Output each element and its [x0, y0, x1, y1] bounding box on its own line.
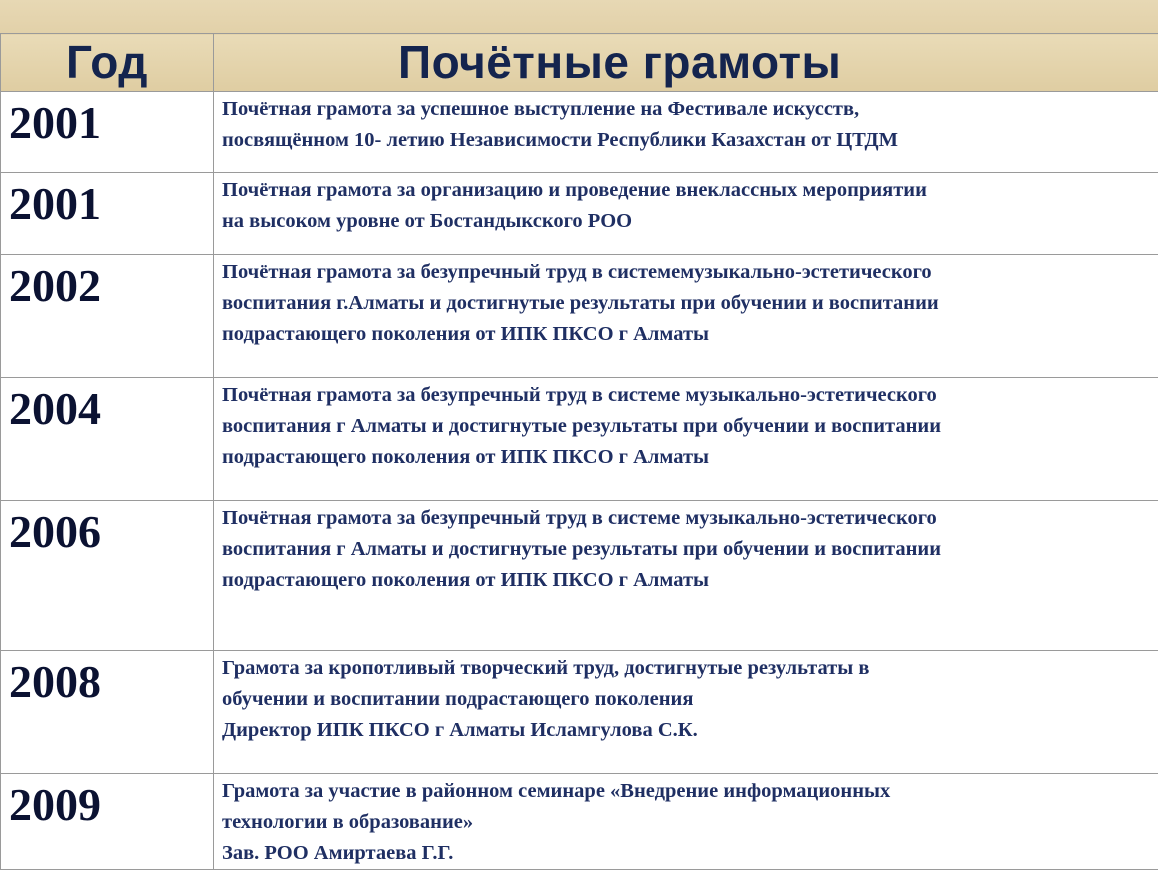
awards-table	[0, 33, 1158, 870]
row-year: 2001	[1, 173, 214, 255]
row-year: 2008	[1, 651, 214, 774]
row-year: 2002	[1, 255, 214, 378]
description-line: технологии в образование»	[222, 807, 1150, 838]
top-decor-band	[0, 0, 1158, 33]
row-description	[214, 173, 1158, 255]
description-line: Почётная грамота за безупречный труд в системемузыкально-эстетического	[222, 257, 1150, 288]
year-column-header: Год	[1, 34, 214, 92]
description-line: Директор ИПК ПКСО г Алматы Исламгулова С.К.	[222, 715, 1150, 746]
description-line: воспитания г.Алматы и достигнутые результаты при обучении и воспитании	[222, 288, 1150, 319]
row-year: 2004	[1, 378, 214, 501]
row-year: 2009	[1, 774, 214, 870]
description-line: подрастающего поколения от ИПК ПКСО г Алматы	[222, 442, 1150, 473]
table-row	[1, 92, 1158, 173]
row-year: 2001	[1, 92, 214, 173]
row-description	[214, 255, 1158, 378]
row-year: 2006	[1, 501, 214, 651]
description-line: воспитания г Алматы и достигнутые результаты при обучении и воспитании	[222, 411, 1150, 442]
row-description	[214, 651, 1158, 774]
row-description	[214, 501, 1158, 651]
row-description	[214, 774, 1158, 870]
description-line: обучении и воспитании подрастающего поколения	[222, 684, 1150, 715]
table-row	[1, 501, 1158, 651]
table-row	[1, 774, 1158, 870]
description-line: Грамота за кропотливый творческий труд, достигнутые результаты в	[222, 653, 1150, 684]
row-description	[214, 378, 1158, 501]
description-line: Почётная грамота за безупречный труд в системе музыкально-эстетического	[222, 380, 1150, 411]
table-row	[1, 651, 1158, 774]
description-line: Почётная грамота за успешное выступление на Фестивале искусств,	[222, 94, 1150, 125]
description-line: Почётная грамота за безупречный труд в системе музыкально-эстетического	[222, 503, 1150, 534]
description-line: Почётная грамота за организацию и проведение внеклассных мероприятии	[222, 175, 1150, 206]
table-row	[1, 255, 1158, 378]
description-line: подрастающего поколения от ИПК ПКСО г Алматы	[222, 319, 1150, 350]
description-line: на высоком уровне от Бостандыкского РОО	[222, 206, 1150, 237]
description-line: подрастающего поколения от ИПК ПКСО г Алматы	[222, 565, 1150, 596]
description-line: Зав. РОО Амиртаева Г.Г.	[222, 838, 1150, 869]
table-header-row	[1, 34, 1158, 92]
description-line: посвящённом 10- летию Независимости Республики Казахстан от ЦТДМ	[222, 125, 1150, 156]
awards-column-header: Почётные грамоты	[214, 34, 1158, 92]
table-row	[1, 378, 1158, 501]
description-line: воспитания г Алматы и достигнутые результаты при обучении и воспитании	[222, 534, 1150, 565]
table-row	[1, 173, 1158, 255]
row-description	[214, 92, 1158, 173]
description-line: Грамота за участие в районном семинаре «Внедрение информационных	[222, 776, 1150, 807]
